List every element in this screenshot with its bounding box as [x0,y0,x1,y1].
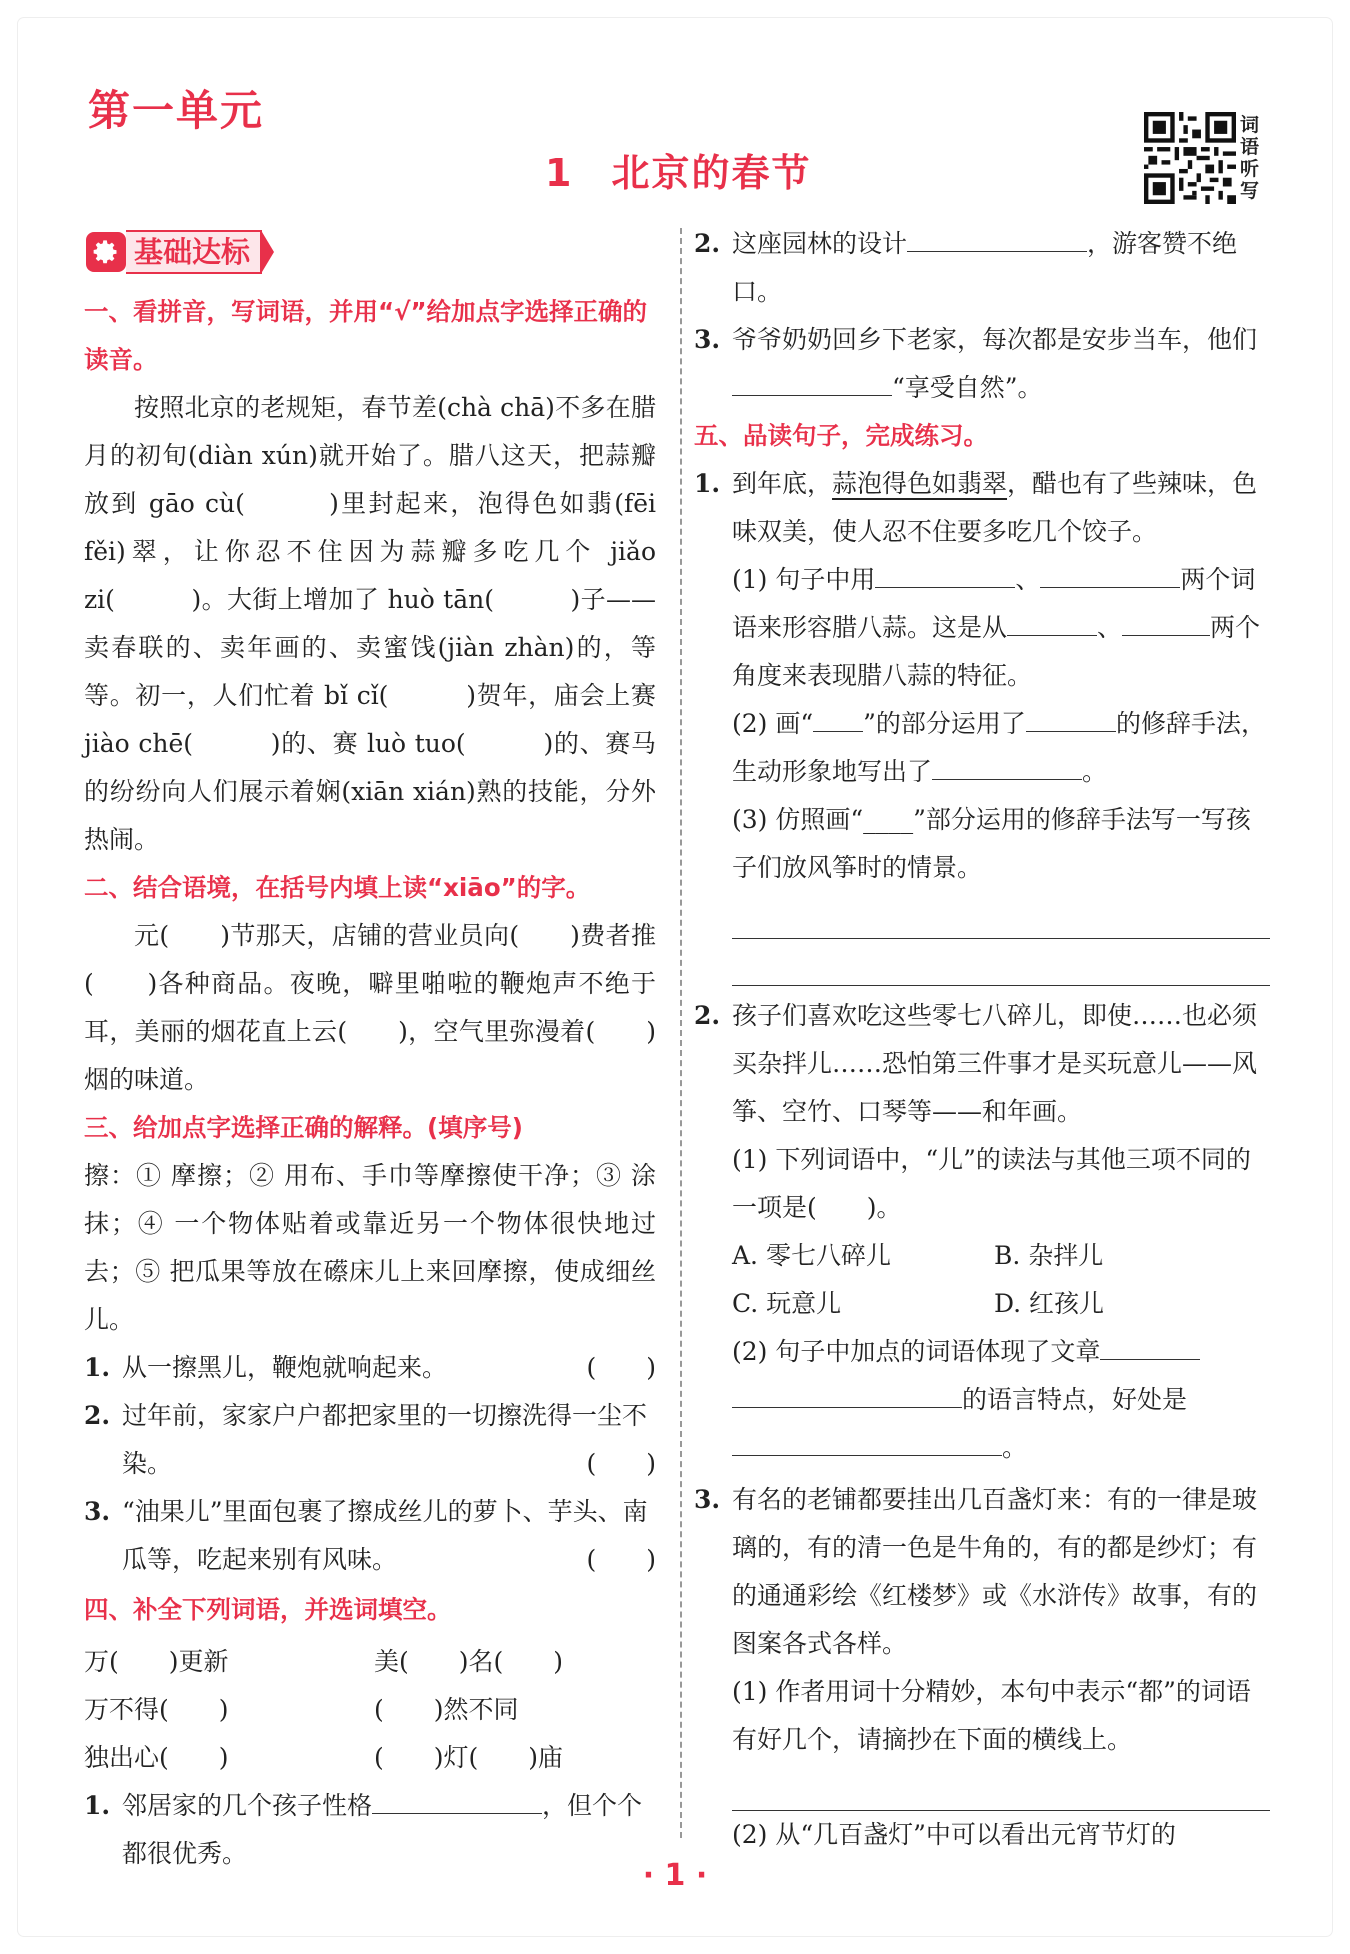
right-column [694,220,1270,1859]
answer-blank[interactable] [1100,1329,1200,1360]
word-item[interactable]: ( )然不同 [374,1695,519,1724]
question-text: 邻居家的几个孩子性格 [122,1791,373,1820]
answer-blank[interactable] [372,1783,542,1814]
reading-3-part-1: (1) 作者用词十分精妙，本句中表示“都”的词语有好几个，请摘抄在下面的横线上。 [732,1677,1251,1754]
underlined-phrase: 蒜泡得色如翡翠 [832,469,1008,498]
option-d[interactable]: D. 红孩儿 [994,1289,1105,1318]
badge-arrow [262,232,274,272]
question-text: 的修辞手法，生动形象地写出了 [732,709,1266,786]
word-row [84,1686,656,1734]
option-c[interactable]: C. 玩意儿 [732,1289,842,1318]
answer-blank[interactable] [1040,557,1180,588]
gear-icon [86,232,126,272]
reading-3-part-2: (2) 从“几百盏灯”中可以看出元宵节灯的 [732,1820,1176,1849]
section-4-question-1: 1. 邻居家的几个孩子性格 ，但个个都很优秀。 [84,1782,656,1878]
column-divider [680,228,682,1838]
section-3-title: 三、给加点字选择正确的解释。(填序号) [84,1113,523,1142]
sentence-text: 到年底， [732,469,833,498]
reading-2-part-2: (2) 句子中加点的词语体现了文章的语言特点，好处是。 [694,1328,1270,1472]
sentence-text: 有名的老铺都要挂出几百盏灯来：有的一律是玻璃的，有的清一色是牛角的，有的都是纱灯；有的通通彩绘《红楼梦》或《水浒传》故事，有的图案各式各样。 [732,1485,1258,1658]
badge-label: 基础达标 [126,230,262,274]
options-row [694,1280,1270,1328]
question-text: 过年前，家家户户都把家里的一切擦洗得一尘不染。 [122,1401,648,1478]
section-3-question-3: 3. “油果儿”里面包裹了擦成丝儿的萝卜、芋头、南瓜等，吃起来别有风味。 ( ) [84,1488,656,1584]
question-text: 这座园林的设计 [732,229,908,258]
answer-blank[interactable] [907,221,1087,252]
question-text: (2) 句子中加点的词语体现了文章 [732,1337,1101,1366]
section-1-title: 一、看拼音，写词语，并用“√”给加点字选择正确的读音。 [84,297,648,374]
reading-1-part-1: (1) 句子中用 、 两个词语来形容腊八蒜。这是从 、 两个角度来表现腊八蒜的特征。 [694,556,1270,700]
section-2-passage: 元( )节那天，店铺的营业员向( )费者推( )各种商品。夜晚，噼里啪啦的鞭炮声不绝于耳，美丽的烟花直上云( )，空气里弥漫着( )烟的味道。 [84,921,656,1094]
answer-blank[interactable] [1007,605,1097,636]
options-row [694,1232,1270,1280]
reading-1: 1. 到年底，蒜泡得色如翡翠，醋也有了些辣味，色味双美，使人忍不住要多吃几个饺子。 [694,469,1258,546]
sentence-text: ，醋也有了些辣味，色味双美，使人忍不住要多吃几个饺子。 [732,469,1258,546]
reading-3: 3. 有名的老铺都要挂出几百盏灯来：有的一律是玻璃的，有的清一色是牛角的，有的都是纱灯；有的通通彩绘《红楼梦》或《水浒传》故事，有的图案各式各样。 [694,1485,1258,1658]
word-row [84,1638,656,1686]
option-a[interactable]: A. 零七八碎儿 [732,1241,891,1270]
answer-blank[interactable] [732,1425,1002,1456]
unit-title: 第一单元 [88,86,265,135]
qr-code-icon[interactable] [1144,112,1236,204]
answer-line[interactable] [732,939,1270,986]
word-item[interactable]: 美( )名( ) [374,1647,564,1676]
section-3-question-1: 1. 从一擦黑儿，鞭炮就响起来。 ( ) [84,1344,656,1392]
question-text: ，游客赞不绝口。 [732,229,1238,306]
section-4-question-3: 3. 爷爷奶奶回乡下老家，每次都是安步当车，他们“享受自然”。 [694,325,1258,402]
answer-blank[interactable] [1026,701,1116,732]
answer-blank[interactable] [875,557,1015,588]
answer-blank[interactable] [932,749,1082,780]
section-badge [86,230,274,274]
answer-line[interactable] [732,892,1270,939]
question-text: “享受自然”。 [892,373,1043,402]
word-row [84,1734,656,1782]
question-text: (2) 画“ [732,709,814,738]
question-text: 的语言特点，好处是 [962,1385,1188,1414]
section-3-definitions: 擦：① 摩擦；② 用布、手巾等摩擦使干净；③ 涂抹；④ 一个物体贴着或靠近另一个物体很快地过去；⑤ 把瓜果等放在礤床儿上来回摩擦，使成细丝儿。 [84,1161,656,1334]
question-text: ，但个个都很优秀。 [122,1791,643,1868]
section-3-question-2: 2. 过年前，家家户户都把家里的一切擦洗得一尘不染。 ( ) [84,1392,656,1488]
question-text: ”的部分运用了 [863,709,1026,738]
word-item[interactable]: 独出心( ) [84,1743,229,1772]
option-b[interactable]: B. 杂拌儿 [994,1241,1104,1270]
lesson-name: 北京的春节 [611,151,812,195]
answer-blank[interactable] [732,1377,962,1408]
question-text: 从一擦黑儿，鞭炮就响起来。 [122,1353,448,1382]
answer-blank[interactable] [813,701,863,732]
word-item[interactable]: 万不得( ) [84,1695,229,1724]
question-text: (1) 句子中用 [732,565,876,594]
section-2-title: 二、结合语境，在括号内填上读“xiāo”的字。 [84,873,591,902]
left-column [84,288,656,1878]
word-item[interactable]: ( )灯( )庙 [374,1743,564,1772]
word-item[interactable]: 万( )更新 [84,1647,229,1676]
sentence-text: 孩子们喜欢吃这些零七八碎儿，即使……也必须买杂拌儿……恐怕第三件事才是买玩意儿——风筝、空竹、口琴等——和年画。 [732,1001,1258,1126]
lesson-title [545,142,811,197]
page-number: · 1 · [642,1858,708,1893]
question-text: 两个角度来表现腊八蒜的特征。 [732,613,1261,690]
answer-paren[interactable]: ( ) [586,1545,656,1574]
section-4-title: 四、补全下列词语，并选词填空。 [84,1595,452,1624]
qr-label: 词语听写 [1240,114,1260,202]
reading-1-part-2: (2) 画“ ”的部分运用了 的修辞手法，生动形象地写出了 。 [694,700,1270,796]
section-1-passage: 按照北京的老规矩，春节差(chà chā)不多在腊月的初旬(diàn xún)就开始了。腊八这天，把蒜瓣放到 gāo cù( )里封起来，泡得色如翡(fēi fěi)翠，让你忍不住因为蒜瓣多吃几个 jiǎo zi( )。大街上增加了 huò tān( )子——卖春联的、卖年画的、卖蜜饯(jiàn zhàn)的，等等。初一，人们忙着 bǐ cǐ( )贺年，庙会上赛 jiào chē( )的、赛 luò tuo( )的、赛马的纷纷向人们展示着娴(xiān xián)熟的技能，分外热闹。 [84,393,656,854]
answer-paren[interactable]: ( ) [586,1353,656,1382]
question-text: “油果儿”里面包裹了擦成丝儿的萝卜、芋头、南瓜等，吃起来别有风味。 [122,1497,648,1574]
section-4-question-2: 2. 这座园林的设计 ，游客赞不绝口。 [694,220,1270,316]
reading-2-part-1: (1) 下列词语中，“儿”的读法与其他三项不同的一项是( )。 [732,1145,1251,1222]
answer-paren[interactable]: ( ) [586,1449,656,1478]
answer-blank[interactable] [1122,605,1210,636]
answer-blank[interactable] [732,365,892,396]
question-text: 两个词语来形容腊八蒜。这是从 [732,565,1256,642]
answer-line[interactable] [732,1764,1270,1811]
section-5-title: 五、品读句子，完成练习。 [694,421,988,450]
reading-2: 2. 孩子们喜欢吃这些零七八碎儿，即使……也必须买杂拌儿……恐怕第三件事才是买玩意儿——风筝、空竹、口琴等——和年画。 [694,1001,1258,1126]
lesson-number: 1 [545,151,574,195]
reading-1-part-3: (3) 仿照画“____”部分运用的修辞手法写一写孩子们放风筝时的情景。 [732,805,1251,882]
question-text: 爷爷奶奶回乡下老家，每次都是安步当车，他们 [732,325,1258,354]
